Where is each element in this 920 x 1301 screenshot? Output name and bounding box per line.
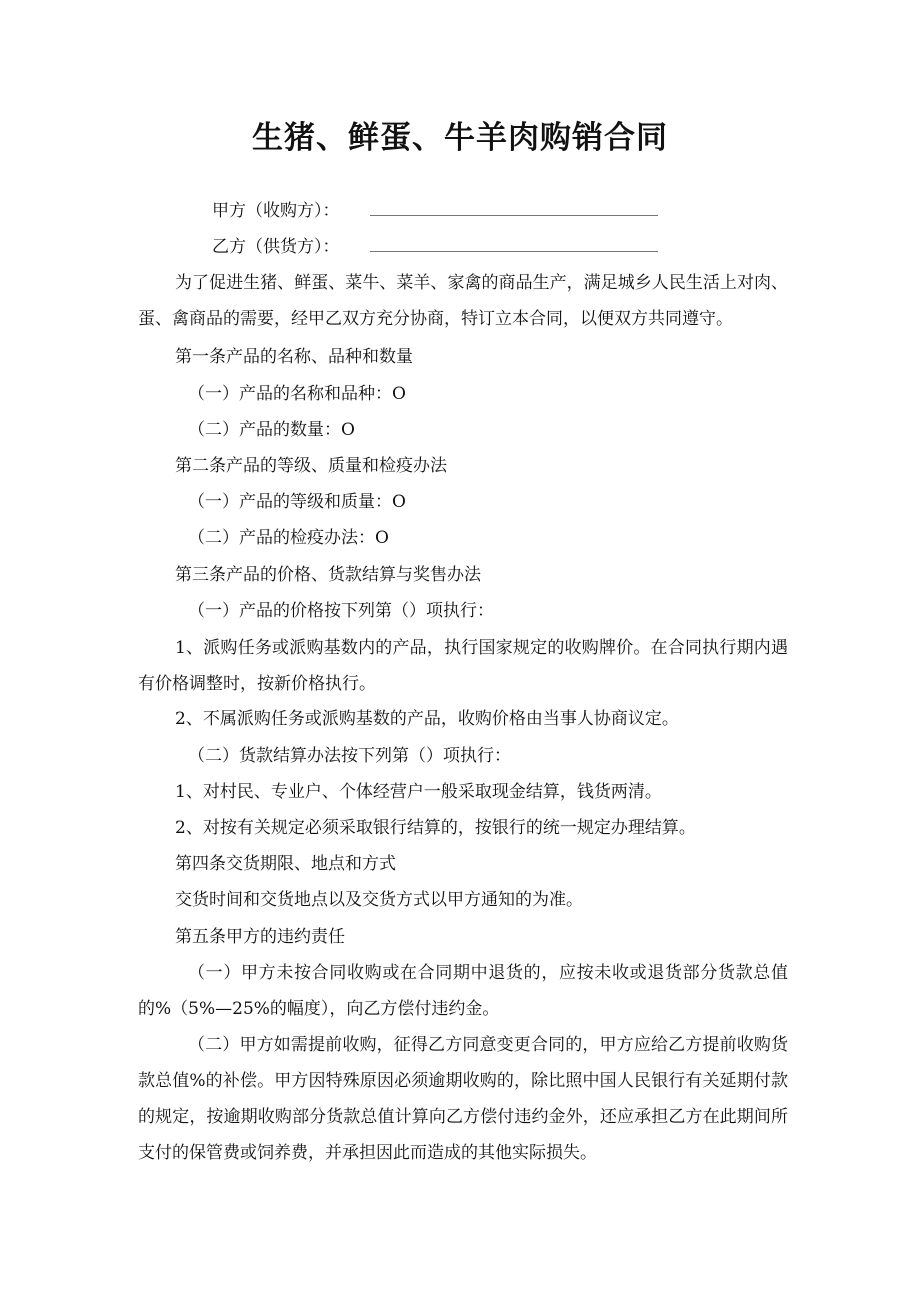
article-1-title: 第一条产品的名称、品种和数量 bbox=[175, 347, 413, 367]
article-3-item-2-clause-1: 1、对村民、专业户、个体经营户一般采取现金结算，钱货两清。 bbox=[175, 782, 662, 802]
party-a-blank-line bbox=[370, 215, 658, 216]
article-5-item-1: （一）甲方未按合同收购或在合同期中退货的，应按未收或退货部分货款总值的%（5%—25%的幅度），向乙方偿付违约金。 bbox=[138, 963, 788, 1019]
article-3-item-1-clause-2: 2、不属派购任务或派购基数的产品，收购价格由当事人协商议定。 bbox=[175, 709, 679, 729]
party-b-row bbox=[212, 235, 340, 259]
article-4-text: 交货时间和交货地点以及交货方式以甲方通知的为准。 bbox=[175, 890, 583, 910]
article-3-item-1: （一）产品的价格按下列第（）项执行： bbox=[188, 601, 494, 621]
article-2-title: 第二条产品的等级、质量和检疫办法 bbox=[175, 456, 447, 476]
article-3-item-2: （二）货款结算办法按下列第（）项执行： bbox=[188, 746, 511, 766]
article-5-title: 第五条甲方的违约责任 bbox=[175, 927, 345, 947]
article-1-item-1: （一）产品的名称和品种：O bbox=[188, 384, 406, 404]
article-3-item-2-clause-2: 2、对按有关规定必须采取银行结算的，按银行的统一规定办理结算。 bbox=[175, 818, 696, 838]
article-4-title: 第四条交货期限、地点和方式 bbox=[175, 854, 396, 874]
article-3-title: 第三条产品的价格、货款结算与奖售办法 bbox=[175, 565, 481, 585]
party-b-label: 乙方（供货方）： bbox=[212, 237, 340, 257]
document-title: 生猪、鲜蛋、牛羊肉购销合同 bbox=[252, 120, 668, 156]
article-2-item-2: （二）产品的检疫办法：O bbox=[188, 528, 389, 548]
article-2-item-1: （一）产品的等级和质量：O bbox=[188, 492, 406, 512]
article-5-item-2: （二）甲方如需提前收购，征得乙方同意变更合同的，甲方应给乙方提前收购货款总值%的补偿。甲方因特殊原因必须逾期收购的，除比照中国人民银行有关延期付款的规定，按逾期收购部分货款总值计算向乙方偿付违约金外，还应承担乙方在此期间所支付的保管费或饲养费，并承担因此而造成的其他实际损失。 bbox=[138, 1035, 788, 1163]
article-3-item-1-clause-1: 1、派购任务或派购基数内的产品，执行国家规定的收购牌价。在合同执行期内遇有价格调整时，按新价格执行。 bbox=[138, 638, 788, 694]
party-a-label: 甲方（收购方）： bbox=[212, 201, 340, 221]
article-1-item-2: （二）产品的数量：O bbox=[188, 420, 355, 440]
party-b-blank-line bbox=[370, 251, 658, 252]
intro-paragraph: 为了促进生猪、鲜蛋、菜牛、菜羊、家禽的商品生产，满足城乡人民生活上对肉、蛋、禽商品的需要，经甲乙双方充分协商，特订立本合同，以便双方共同遵守。 bbox=[138, 273, 788, 329]
party-a-row bbox=[212, 199, 340, 223]
